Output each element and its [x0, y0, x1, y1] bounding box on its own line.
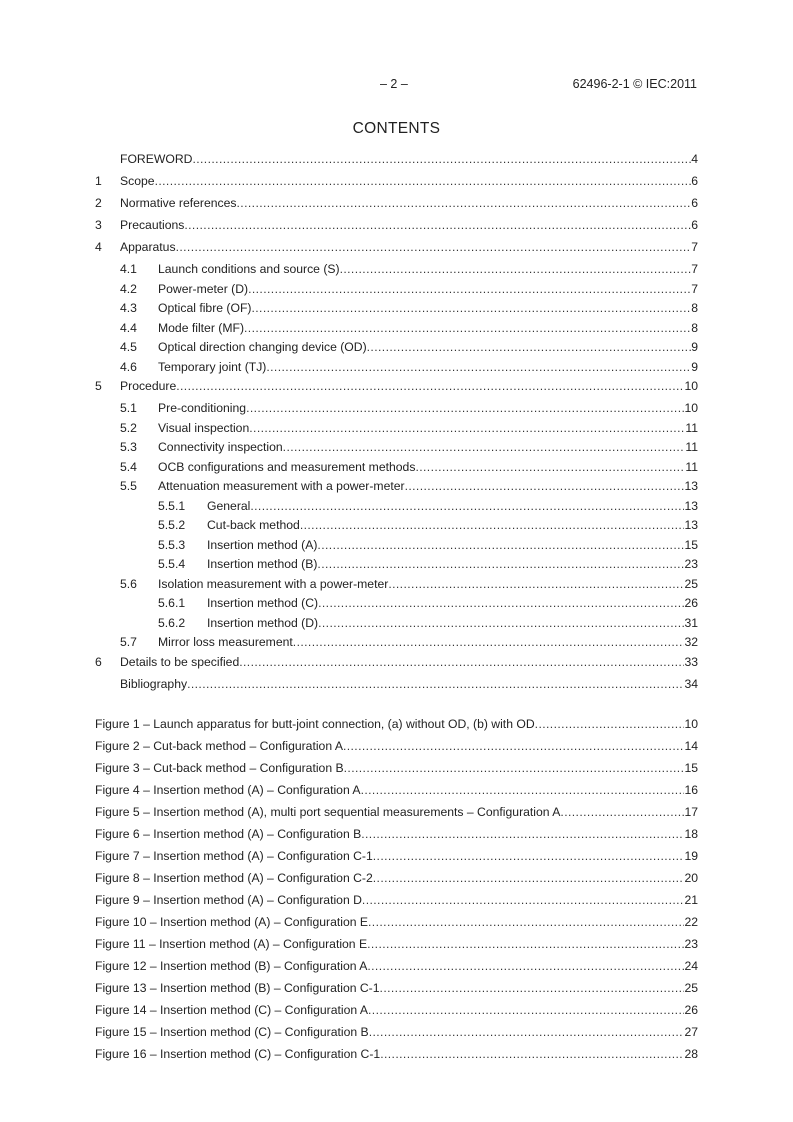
dot-leader [560, 804, 684, 821]
dot-leader [373, 848, 685, 865]
toc-entry-number: 5.1 [120, 401, 137, 415]
toc-entry-page: 15 [684, 537, 698, 552]
toc-entry[interactable] [95, 459, 698, 479]
toc-entry-title: Insertion method (A) [207, 537, 318, 552]
toc-entry-page: 6 [691, 196, 698, 210]
figure-entry[interactable] [95, 760, 698, 782]
toc-entry-number: 5.7 [120, 635, 137, 649]
figure-entry[interactable] [95, 1002, 698, 1024]
figure-entry-title: Figure 16 – Insertion method (C) – Configuration C-1 [95, 1047, 381, 1061]
figure-entry-page: 25 [684, 981, 698, 995]
toc-entry[interactable] [95, 195, 698, 217]
toc-entry-number: 5.5 [120, 479, 137, 493]
dot-leader [244, 320, 691, 337]
toc-entry-page: 32 [684, 635, 698, 649]
toc-entry[interactable] [95, 300, 698, 320]
toc-entry-page: 7 [691, 262, 698, 276]
toc-entry[interactable] [95, 615, 698, 635]
document-id: 62496-2-1 © IEC:2011 [572, 77, 697, 91]
toc-entry-number: 5.6 [120, 576, 137, 591]
toc-entry[interactable] [95, 439, 698, 459]
dot-leader [192, 151, 691, 168]
toc-entry[interactable] [95, 676, 698, 698]
toc-entry-number: 4 [95, 240, 102, 254]
toc-entry-page: 8 [691, 301, 698, 315]
toc-entry-title: Launch conditions and source (S) [158, 262, 340, 276]
toc-entry-title: Optical direction changing device (OD) [158, 340, 367, 354]
toc-entry[interactable] [95, 654, 698, 676]
dot-leader [368, 1002, 684, 1019]
toc-entry[interactable] [95, 151, 698, 173]
figure-entry-page: 20 [684, 871, 698, 885]
page-title: CONTENTS [352, 120, 441, 137]
figure-entry-page: 10 [684, 717, 698, 731]
toc-entry[interactable] [95, 595, 698, 615]
toc-entry-page: 7 [691, 281, 698, 296]
figure-entry-page: 19 [684, 849, 698, 863]
dot-leader [266, 359, 691, 376]
toc-entry-title: Insertion method (D) [207, 615, 319, 630]
figure-entry-title: Figure 13 – Insertion method (B) – Configuration C-1 [95, 981, 380, 995]
toc-entry-number: 5.2 [120, 420, 137, 435]
dot-leader [318, 595, 684, 612]
toc-entry-number: 5.6.1 [158, 596, 186, 610]
figure-entry-page: 23 [684, 937, 698, 951]
dot-leader [249, 420, 685, 437]
figure-entry[interactable] [95, 716, 698, 738]
toc-entry-page: 25 [684, 576, 698, 591]
toc-entry-title: Power-meter (D) [158, 281, 249, 296]
dot-leader [340, 261, 692, 278]
toc-entry[interactable] [95, 217, 698, 239]
toc-entry[interactable] [95, 576, 698, 596]
toc-entry-page: 4 [691, 152, 698, 166]
toc-entry-page: 6 [691, 218, 698, 232]
toc-entry[interactable] [95, 556, 698, 576]
figure-entry-title: Figure 7 – Insertion method (A) – Configuration C-1 [95, 849, 373, 863]
toc-entry-title: Normative references [120, 196, 237, 210]
toc-entry-page: 13 [684, 479, 698, 493]
dot-leader [293, 634, 685, 651]
figure-entry[interactable] [95, 980, 698, 1002]
dot-leader [317, 556, 684, 573]
figure-entry[interactable] [95, 848, 698, 870]
toc-entry-title: Procedure [120, 379, 177, 393]
toc-entry-title: Temporary joint (TJ) [158, 359, 267, 374]
toc-entry-number: 5.3 [120, 440, 137, 454]
figure-entry-page: 17 [684, 805, 698, 819]
toc-entry-number: 4.5 [120, 340, 137, 354]
dot-leader [361, 826, 684, 843]
toc-entry-title: Mode filter (MF) [158, 320, 244, 335]
figure-entry-title: Figure 5 – Insertion method (A), multi port sequential measurements – Configuration A [95, 805, 561, 819]
figure-entry-page: 18 [684, 827, 698, 841]
toc-entry[interactable] [95, 498, 698, 518]
toc-entry[interactable] [95, 339, 698, 359]
toc-entry-page: 33 [684, 654, 698, 669]
toc-entry-number: 5.5.2 [158, 518, 186, 532]
toc-entry-title: General [207, 498, 251, 513]
toc-entry-page: 6 [691, 174, 698, 188]
toc-entry[interactable] [95, 420, 698, 440]
dot-leader [318, 615, 684, 632]
figure-entry[interactable] [95, 936, 698, 958]
dot-leader [367, 339, 692, 356]
toc-entry-number: 3 [95, 218, 102, 232]
toc-entry-title: OCB configurations and measurement methods [158, 459, 416, 474]
dot-leader [367, 958, 684, 975]
figure-entry-title: Figure 2 – Cut-back method – Configuration A [95, 739, 343, 753]
toc-entry[interactable] [95, 359, 698, 379]
figure-entry[interactable] [95, 958, 698, 980]
toc-entry-page: 11 [685, 440, 698, 454]
figure-entry-page: 27 [684, 1025, 698, 1039]
dot-leader [373, 870, 685, 887]
toc-entry-number: 4.3 [120, 301, 137, 315]
toc-entry[interactable] [95, 634, 698, 654]
figure-entry[interactable] [95, 1046, 698, 1068]
dot-leader [250, 498, 684, 515]
dot-leader [184, 217, 691, 234]
toc-entry-title: Optical fibre (OF) [158, 301, 252, 315]
toc-entry[interactable] [95, 478, 698, 498]
toc-entry-page: 9 [691, 359, 698, 374]
toc-entry-title: Visual inspection [158, 420, 250, 435]
dot-leader [405, 478, 685, 495]
toc-entry-page: 31 [684, 615, 698, 630]
figure-entry-title: Figure 15 – Insertion method (C) – Configuration B [95, 1025, 369, 1039]
figure-entry[interactable] [95, 892, 698, 914]
dot-leader [367, 936, 684, 953]
toc-entry-number: 6 [95, 654, 102, 669]
toc-entry-title: Pre-conditioning [158, 401, 247, 415]
figure-entry-title: Figure 12 – Insertion method (B) – Configuration A [95, 959, 368, 973]
dot-leader [369, 1024, 685, 1041]
toc-entry-title: Isolation measurement with a power-meter [158, 576, 389, 591]
toc-entry-page: 10 [684, 401, 698, 415]
toc-entry-title: FOREWORD [120, 152, 193, 166]
figure-entry[interactable] [95, 738, 698, 760]
figure-entry-title: Figure 8 – Insertion method (A) – Configuration C-2 [95, 871, 373, 885]
toc-entry-page: 26 [684, 596, 698, 610]
figure-entry-title: Figure 3 – Cut-back method – Configuration B [95, 761, 344, 775]
toc-entry-number: 5 [95, 379, 102, 393]
toc-entry-title: Insertion method (B) [207, 557, 318, 571]
figure-entry[interactable] [95, 870, 698, 892]
toc-entry-page: 10 [684, 379, 698, 393]
toc-entry-number: 4.1 [120, 262, 137, 276]
dot-leader [155, 173, 692, 190]
figure-entry-page: 16 [684, 783, 698, 797]
dot-leader [176, 239, 692, 256]
figure-entry-page: 22 [684, 915, 698, 929]
figure-entry[interactable] [95, 914, 698, 936]
figure-entry-page: 21 [684, 893, 698, 907]
dot-leader [237, 195, 692, 212]
list-of-figures [95, 716, 698, 1068]
toc-entry-page: 34 [684, 676, 698, 691]
toc-entry-number: 5.5.3 [158, 537, 186, 552]
dot-leader [388, 576, 684, 593]
toc-entry-title: Attenuation measurement with a power-meter [158, 479, 405, 493]
toc-entry-page: 13 [684, 498, 698, 513]
dot-leader [283, 439, 686, 456]
dot-leader [248, 281, 691, 298]
toc-entry-page: 11 [685, 459, 698, 474]
figure-entry-title: Figure 4 – Insertion method (A) – Configuration A [95, 783, 361, 797]
dot-leader [251, 300, 691, 317]
page-number: – 2 – [380, 77, 408, 91]
figure-entry-title: Figure 6 – Insertion method (A) – Configuration B [95, 827, 362, 841]
toc-entry-number: 4.4 [120, 320, 137, 335]
toc-entry-number: 1 [95, 174, 102, 188]
toc-entry[interactable] [95, 378, 698, 400]
figure-entry-title: Figure 11 – Insertion method (A) – Configuration E [95, 937, 368, 951]
toc-entry[interactable] [95, 320, 698, 340]
dot-leader [535, 716, 685, 733]
dot-leader [361, 782, 685, 799]
toc-entry-page: 8 [691, 320, 698, 335]
table-of-contents [95, 151, 698, 698]
figure-entry[interactable] [95, 804, 698, 826]
toc-entry-page: 9 [691, 340, 698, 354]
dot-leader [239, 654, 684, 671]
figure-entry-page: 14 [684, 739, 698, 753]
toc-entry[interactable] [95, 400, 698, 420]
figure-entry-title: Figure 14 – Insertion method (C) – Configuration A [95, 1003, 369, 1017]
toc-entry-number: 5.4 [120, 459, 137, 474]
toc-entry-title: Insertion method (C) [207, 596, 319, 610]
dot-leader [380, 1046, 684, 1063]
toc-entry-page: 23 [684, 557, 698, 571]
toc-entry[interactable] [95, 281, 698, 301]
dot-leader [343, 738, 684, 755]
toc-entry[interactable] [95, 239, 698, 261]
toc-entry[interactable] [95, 261, 698, 281]
toc-entry-number: 5.6.2 [158, 615, 186, 630]
figure-entry-page: 24 [684, 959, 698, 973]
figure-entry[interactable] [95, 782, 698, 804]
dot-leader [344, 760, 685, 777]
toc-entry-page: 11 [685, 420, 698, 435]
dot-leader [317, 537, 684, 554]
figure-entry-title: Figure 1 – Launch apparatus for butt-joint connection, (a) without OD, (b) with OD [95, 717, 535, 731]
dot-leader [362, 892, 685, 909]
toc-entry-title: Apparatus [120, 240, 176, 254]
figure-entry-title: Figure 9 – Insertion method (A) – Configuration D [95, 893, 362, 907]
toc-entry-title: Cut-back method [207, 518, 300, 532]
dot-leader [415, 459, 685, 476]
toc-entry-page: 7 [691, 240, 698, 254]
dot-leader [246, 400, 684, 417]
toc-entry-title: Details to be specified [120, 654, 240, 669]
toc-entry-title: Precautions [120, 218, 185, 232]
figure-entry[interactable] [95, 826, 698, 848]
toc-entry[interactable] [95, 173, 698, 195]
figure-entry[interactable] [95, 1024, 698, 1046]
toc-entry-number: 2 [95, 196, 102, 210]
toc-entry-number: 5.5.4 [158, 557, 186, 571]
dot-leader [300, 517, 685, 534]
toc-entry-title: Bibliography [120, 676, 188, 691]
toc-entry[interactable] [95, 517, 698, 537]
toc-entry-number: 4.6 [120, 359, 137, 374]
toc-entry-title: Scope [120, 174, 155, 188]
toc-entry-number: 4.2 [120, 281, 137, 296]
toc-entry-number: 5.5.1 [158, 498, 186, 513]
toc-entry-page: 13 [684, 518, 698, 532]
figure-entry-page: 28 [684, 1047, 698, 1061]
dot-leader [368, 914, 684, 931]
figure-entry-page: 26 [684, 1003, 698, 1017]
toc-entry-title: Mirror loss measurement [158, 635, 293, 649]
dot-leader [176, 378, 684, 395]
dot-leader [187, 676, 684, 693]
figure-entry-title: Figure 10 – Insertion method (A) – Configuration E [95, 915, 369, 929]
dot-leader [380, 980, 685, 997]
toc-entry-title: Connectivity inspection [158, 440, 283, 454]
figure-entry-page: 15 [684, 761, 698, 775]
toc-entry[interactable] [95, 537, 698, 557]
